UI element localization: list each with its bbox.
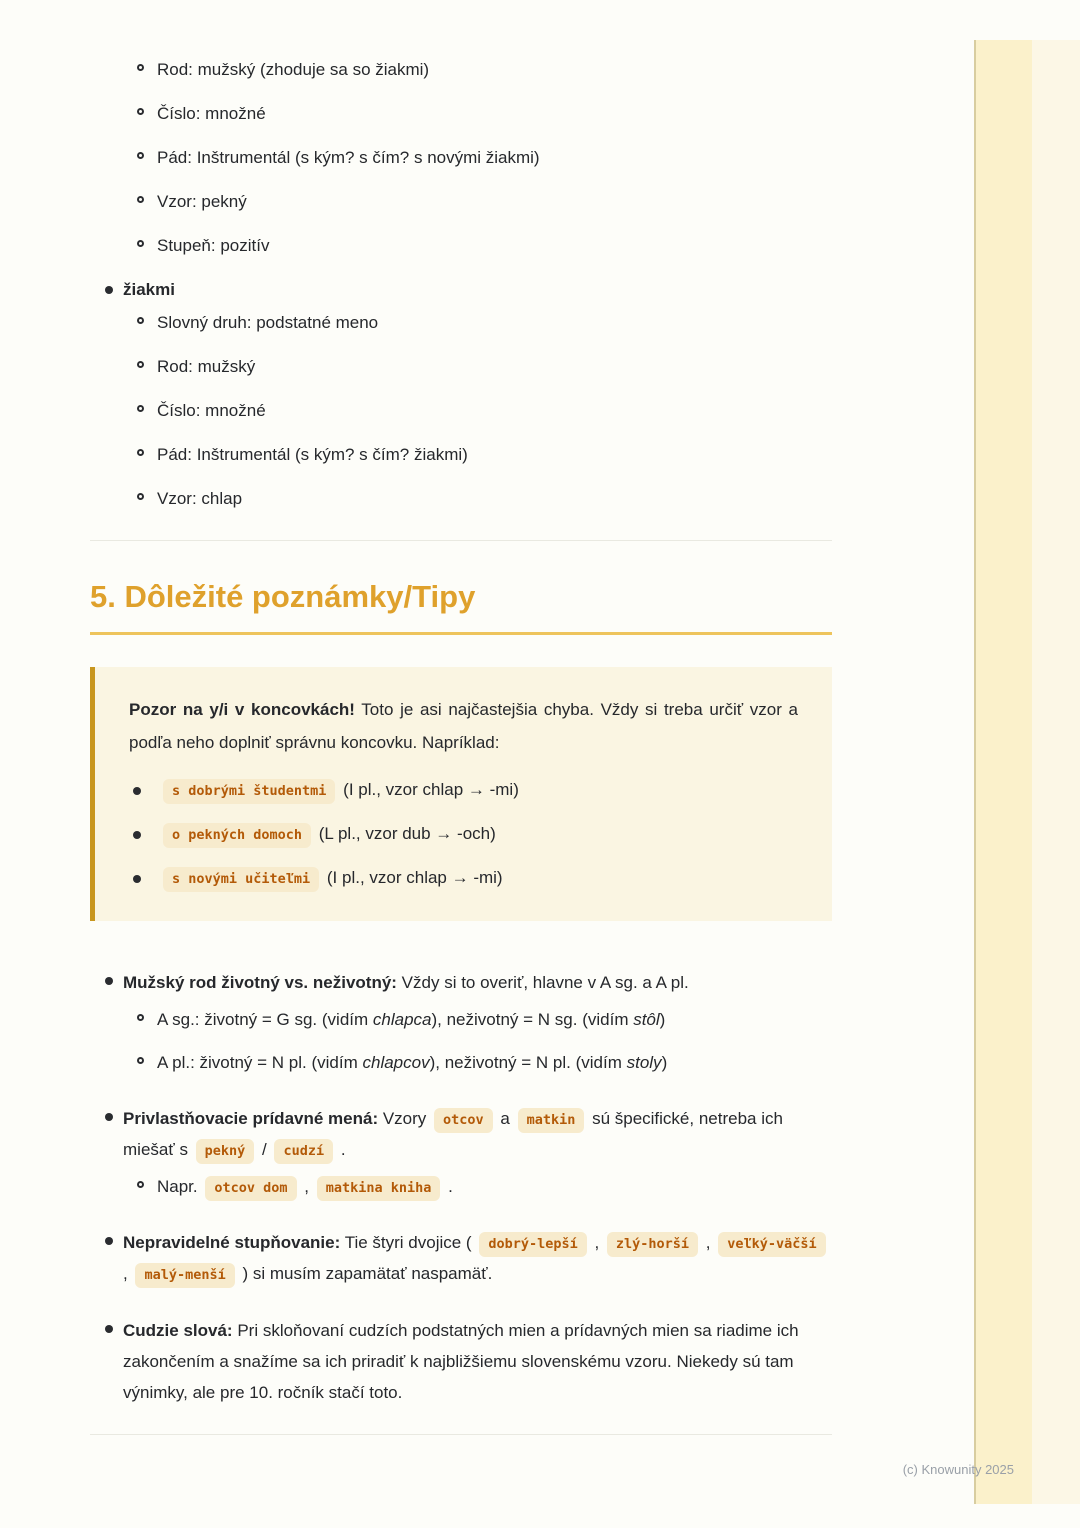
bullet-circle-icon	[137, 405, 144, 412]
bullet-circle-icon	[137, 493, 144, 500]
text-run: ), neživotný = N pl. (vidím	[429, 1053, 627, 1072]
list-item-text: Pád: Inštrumentál (s kým? s čím? s novými žiakmi)	[157, 148, 540, 167]
inline-code-chip: veľký-väčší	[718, 1232, 825, 1257]
bottom-divider	[90, 1434, 832, 1435]
section-heading: 5. Dôležité poznámky/Tipy	[90, 579, 832, 635]
tip-subitem	[123, 1006, 832, 1034]
tip-text	[123, 1321, 799, 1402]
inline-code-chip: o pekných domoch	[163, 823, 311, 848]
text-run: /	[257, 1140, 272, 1159]
list-item-text: Číslo: množné	[157, 401, 266, 420]
tip-text	[123, 1109, 783, 1159]
tip-subitem-text	[157, 1053, 667, 1072]
copyright-text: (c) Knowunity 2025	[902, 1462, 1014, 1477]
italic-text: stôl	[633, 1010, 660, 1029]
bullet-disc-icon	[105, 1113, 113, 1121]
italic-text: chlapcov	[362, 1053, 430, 1072]
bullet-circle-icon	[137, 240, 144, 247]
text-run: .	[336, 1140, 346, 1159]
text-run: ,	[589, 1233, 604, 1252]
list-item	[90, 485, 832, 512]
morphology-list-novymi	[90, 56, 832, 259]
text-run: Pri skloňovaní cudzích podstatných mien a prídavných mien sa riadime ich zakončením a snažíme sa ich priradiť k najbližšiemu slovenskému vzoru. Niekedy sú tam výnimky, ale pre 10. ročník stačí toto.	[123, 1321, 799, 1402]
list-item	[90, 309, 832, 336]
list-item-text: Vzor: chlap	[157, 489, 243, 508]
bullet-disc-icon	[133, 787, 141, 795]
tip-text	[123, 1233, 829, 1283]
bullet-circle-icon	[137, 1181, 144, 1188]
text-run: A pl.: životný = N pl. (vidím	[157, 1053, 363, 1072]
bullet-circle-icon	[137, 1014, 144, 1021]
list-item	[90, 144, 832, 171]
bullet-circle-icon	[137, 152, 144, 159]
bullet-circle-icon	[137, 1057, 144, 1064]
tip-item	[90, 967, 832, 1077]
list-item	[90, 397, 832, 424]
callout-lead-text: Toto je asi najčastejšia chyba. Vždy si treba určiť vzor a podľa neho doplniť správnu koncovku. Napríklad:	[129, 700, 798, 752]
bullet-circle-icon	[137, 449, 144, 456]
page-content	[90, 56, 832, 1435]
bold-text: Cudzie slová:	[123, 1321, 233, 1340]
text-run: a	[495, 1109, 515, 1128]
inline-code-chip: matkin	[518, 1108, 585, 1133]
ziakmi-term-block	[90, 276, 832, 303]
text-run: Napr.	[157, 1177, 203, 1196]
callout-lead-bold: Pozor na y/i v koncovkách!	[129, 700, 355, 719]
text-run: Tie štyri dvojice (	[340, 1233, 477, 1252]
list-item-text: Vzor: pekný	[157, 192, 247, 211]
list-item	[90, 441, 832, 468]
morphology-list-ziakmi	[90, 309, 832, 512]
bullet-circle-icon	[137, 108, 144, 115]
bullet-circle-icon	[137, 361, 144, 368]
callout-example-item	[129, 819, 798, 849]
inline-code-chip: dobrý-lepší	[479, 1232, 586, 1257]
bullet-disc-icon	[105, 977, 113, 985]
italic-text: stoly	[626, 1053, 662, 1072]
bullet-disc-icon	[105, 1325, 113, 1333]
list-item-text: Slovný druh: podstatné meno	[157, 313, 379, 332]
list-item-text: Stupeň: pozitív	[157, 236, 270, 255]
tip-callout	[90, 667, 832, 921]
inline-code-chip: malý-menší	[135, 1263, 234, 1288]
list-item-text: Rod: mužský (zhoduje sa so žiakmi)	[157, 60, 430, 79]
callout-lead	[129, 693, 798, 759]
inline-code-chip: otcov	[434, 1108, 493, 1133]
tip-subitem-text	[157, 1010, 665, 1029]
list-item-text: Rod: mužský	[157, 357, 256, 376]
term-ziakmi: žiakmi	[123, 280, 175, 299]
text-run: ) si musím zapamätať naspamäť.	[237, 1264, 493, 1283]
tip-sublist	[123, 1006, 832, 1077]
bullet-disc-icon	[133, 875, 141, 883]
bold-text: Nepravidelné stupňovanie:	[123, 1233, 341, 1252]
callout-example-item	[129, 775, 798, 805]
inline-code-chip: s dobrými študentmi	[163, 779, 335, 804]
example-note: (I pl., vzor chlap → -mi)	[338, 780, 519, 799]
tip-item	[90, 1227, 832, 1289]
text-run: Vzory	[378, 1109, 432, 1128]
bullet-circle-icon	[137, 64, 144, 71]
inline-code-chip: otcov dom	[205, 1176, 296, 1201]
list-item	[90, 188, 832, 215]
text-run: )	[659, 1010, 666, 1029]
tip-item	[90, 1315, 832, 1408]
example-note: (I pl., vzor chlap → -mi)	[322, 868, 503, 887]
inline-code-chip: zlý-horší	[607, 1232, 698, 1257]
bullet-disc-icon	[105, 1237, 113, 1245]
bold-text: Privlastňovacie prídavné mená:	[123, 1109, 379, 1128]
text-run: .	[443, 1177, 453, 1196]
section-divider	[90, 540, 832, 541]
bullet-disc-icon	[133, 831, 141, 839]
tip-sublist	[123, 1173, 832, 1201]
italic-text: chlapca	[372, 1010, 432, 1029]
text-run: ,	[123, 1264, 133, 1283]
example-note: (L pl., vzor dub → -och)	[314, 824, 496, 843]
inline-code-chip: matkina kniha	[317, 1176, 441, 1201]
list-item-text: Číslo: množné	[157, 104, 266, 123]
bold-text: Mužský rod životný vs. neživotný:	[123, 973, 397, 992]
tip-subitem	[123, 1049, 832, 1077]
text-run: ,	[299, 1177, 314, 1196]
list-item	[90, 100, 832, 127]
bullet-circle-icon	[137, 317, 144, 324]
list-item	[90, 232, 832, 259]
inline-code-chip: cudzí	[274, 1139, 333, 1164]
callout-example-item	[129, 863, 798, 893]
tip-item	[90, 1103, 832, 1201]
list-item-text: Pád: Inštrumentál (s kým? s čím? žiakmi)	[157, 445, 468, 464]
text-run: sú špecifické, netreba ich miešať s	[123, 1109, 783, 1159]
tip-subitem-text	[157, 1177, 453, 1196]
inline-code-chip: s novými učiteľmi	[163, 867, 319, 892]
tip-text	[123, 973, 689, 992]
list-item	[90, 56, 832, 83]
inline-code-chip: pekný	[196, 1139, 255, 1164]
text-run: ), neživotný = N sg. (vidím	[431, 1010, 634, 1029]
callout-examples-list	[129, 775, 798, 893]
bullet-disc-icon	[105, 286, 113, 294]
text-run: )	[661, 1053, 668, 1072]
bullet-circle-icon	[137, 196, 144, 203]
page-edge-stripe-inner	[974, 40, 1032, 1504]
tips-list	[90, 967, 832, 1408]
text-run: Vždy si to overiť, hlavne v A sg. a A pl.	[396, 973, 689, 992]
tip-subitem	[123, 1173, 832, 1201]
list-item	[90, 353, 832, 380]
text-run: ,	[701, 1233, 716, 1252]
text-run: A sg.: životný = G sg. (vidím	[157, 1010, 373, 1029]
